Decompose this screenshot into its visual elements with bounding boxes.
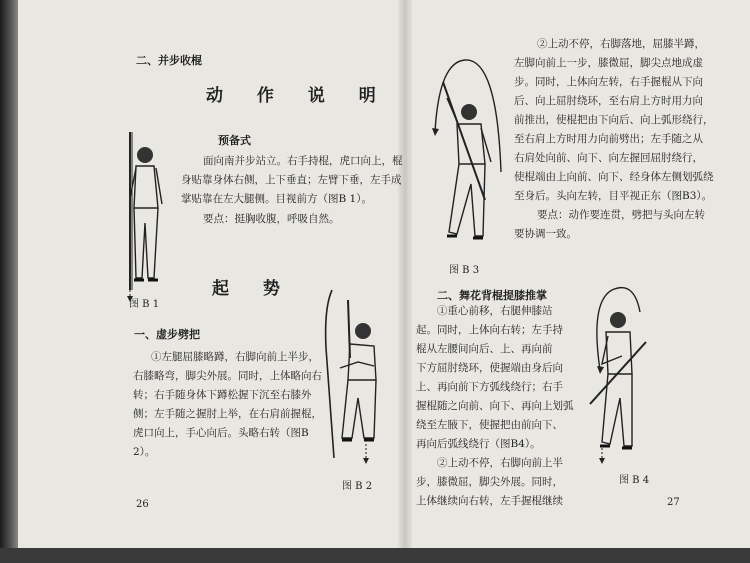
right-top-line-5: 前推出，使棍把由下向后、向上弧形绕行， bbox=[514, 114, 714, 126]
right-top-line-8: 使棍端由上向前、向下、经身体左侧划弧绕 bbox=[514, 171, 714, 183]
figure-b3-illustration bbox=[425, 52, 521, 258]
right-top-line-6: 至右肩上方时用力向前劈出；左手随之从 bbox=[514, 133, 703, 145]
qishi-heading: 起 势 bbox=[212, 279, 294, 299]
right-top-line-9: 至身后。头向左转，目平视正东（图B3）。 bbox=[514, 190, 713, 202]
prep-line-2: 身贴靠身体右侧，上下垂直；左臂下垂，左手成 bbox=[181, 174, 402, 186]
book-gutter bbox=[398, 0, 412, 548]
sub2-line-4: 下方屈肘绕环，使握端由身后向 bbox=[416, 362, 563, 374]
sub1-line-2: 右膝略弯，脚尖外展。同时，上体略向右 bbox=[133, 370, 322, 382]
right-top-line-4: 后、向上屈肘绕环，至右肩上方时用力向 bbox=[514, 95, 703, 107]
sub2-line-3: 棍从左腰间向后、上、再向前 bbox=[416, 343, 553, 355]
right-top-line-10: 要点：动作要连贯，劈把与头向左转 bbox=[537, 209, 705, 221]
sub1-line-5: 虎口向上，手心向后。头略右转（图B bbox=[133, 427, 309, 439]
right-top-line-1: ②上动不停，右脚落地，屈膝半蹲， bbox=[537, 38, 705, 50]
prep-subheading: 预备式 bbox=[218, 134, 251, 147]
sub2-line-8: 再向后弧线绕行（图B4）。 bbox=[416, 438, 541, 450]
book-edge-shadow bbox=[0, 0, 18, 563]
sub2-line-9: ②上动不停，右脚向前上半 bbox=[437, 457, 563, 469]
figure-b1-caption: 图 B 1 bbox=[129, 299, 160, 310]
figure-b4-illustration bbox=[582, 282, 658, 468]
figure-b4-caption: 图 B 4 bbox=[619, 475, 650, 486]
figure-b3-caption: 图 B 3 bbox=[449, 265, 480, 276]
figure-b1-illustration bbox=[118, 128, 174, 304]
sub1-line-3: 转；右手随身体下蹲松握下沉至右膝外 bbox=[133, 389, 312, 401]
sub2-line-11: 上体继续向右转，左手握棍继续 bbox=[416, 495, 563, 507]
prep-line-3: 掌贴靠在左大腿侧。目视前方（图B 1）。 bbox=[181, 193, 372, 205]
sub1-line-4: 侧；左手随之握肘上举，在右肩前握棍， bbox=[133, 408, 322, 420]
sub2-line-1: ①重心前移，右腿伸膝站 bbox=[437, 305, 553, 317]
subsection-1-title: 一、虚步劈把 bbox=[134, 328, 200, 341]
sub2-line-7: 绕至左腋下，使握把由前向下、 bbox=[416, 419, 563, 431]
sub2-line-2: 起。同时，上体向右转；左手持 bbox=[416, 324, 563, 336]
table-surface bbox=[0, 548, 750, 563]
page-number-right: 27 bbox=[667, 497, 680, 508]
section-title: 二、并步收棍 bbox=[136, 54, 202, 67]
right-top-line-11: 要协调一致。 bbox=[514, 228, 577, 240]
right-top-line-7: 右肩处向前、向下、向左握回屈肘绕行， bbox=[514, 152, 703, 164]
sub2-line-5: 上、再向前下方弧线绕行；右手 bbox=[416, 381, 563, 393]
sub1-line-1: ①左腿屈膝略蹲，右脚向前上半步， bbox=[151, 351, 319, 363]
figure-b2-caption: 图 B 2 bbox=[342, 481, 373, 492]
sub2-line-10: 步，膝微屈，脚尖外展。同时， bbox=[416, 476, 563, 488]
page-heading: 动 作 说 明 bbox=[206, 86, 390, 106]
sub2-line-6: 握棍随之向前、向下、再向上划弧 bbox=[416, 400, 574, 412]
right-top-line-3: 步。同时，上体向左转，右手握棍从下向 bbox=[514, 76, 703, 88]
sub1-line-6: 2）。 bbox=[133, 446, 156, 458]
prep-line-4: 要点：挺胸收腹，呼吸自然。 bbox=[203, 213, 340, 225]
page-number-left: 26 bbox=[136, 499, 149, 510]
prep-line-1: 面向南并步站立。右手持棍，虎口向上，棍 bbox=[203, 155, 403, 167]
right-top-line-2: 左脚向前上一步，膝微屈，脚尖点地成虚 bbox=[514, 57, 703, 69]
figure-b2-illustration bbox=[318, 288, 390, 478]
subsection-2-title: 二、舞花背棍提膝推掌 bbox=[437, 289, 547, 302]
